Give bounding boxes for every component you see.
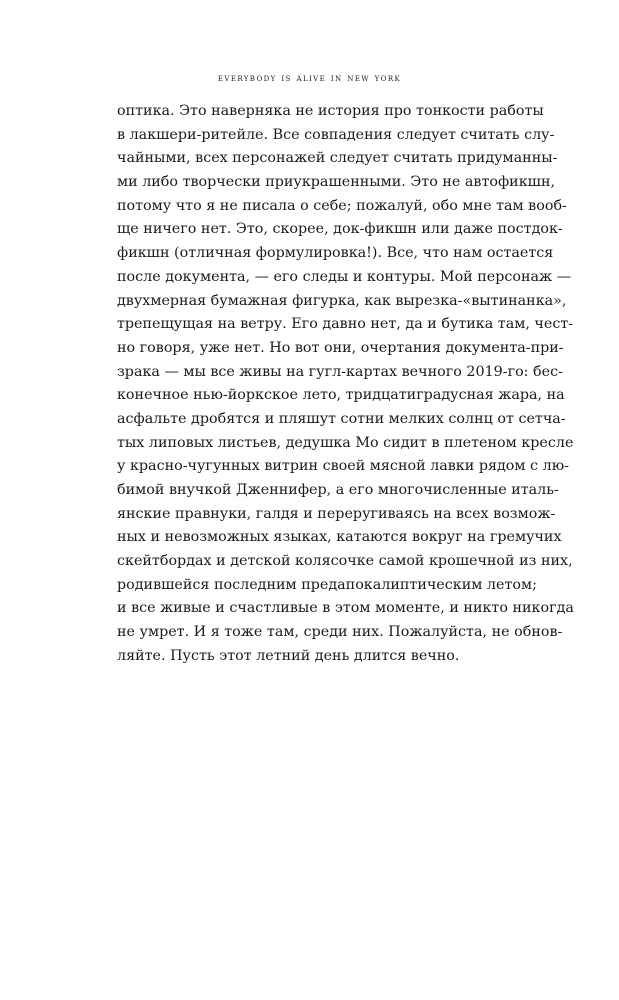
text-line: тых липовых листьев, дедушка Мо сидит в плетеном кресле (117, 434, 574, 451)
text-line: у красно-чугунных витрин своей мясной лавки рядом с лю- (117, 458, 569, 475)
text-line: двухмерная бумажная фигурка, как вырезка-«вытинанка», (117, 292, 567, 309)
running-head: everybody is alive in new york (217, 72, 402, 84)
text-line: родившейся последним предапокалиптическим летом; (117, 576, 537, 593)
text-line: потому что я не писала о себе; пожалуй, обо мне там вооб- (117, 197, 567, 214)
text-line: не умрет. И я тоже там, среди них. Пожалуйста, не обнов- (117, 624, 563, 641)
text-line: чайными, всех персонажей следует считать придуманны- (117, 150, 558, 167)
text-line: и все живые и счастливые в этом моменте, и никто никогда (117, 600, 574, 617)
text-line-last: ляйте. Пусть этот летний день длится вечно. (117, 647, 460, 664)
text-line: конечное нью-йоркское лето, тридцатиградусная жара, на (117, 387, 565, 404)
text-line: янские правнуки, галдя и переругиваясь на всех возмож- (117, 505, 556, 522)
text-line: фикшн (отличная формулировка!). Все, что нам остается (117, 245, 554, 262)
text-line: но говоря, уже нет. Но вот они, очертания документа-при- (117, 339, 564, 356)
text-line: скейтбордах и детской колясочке самой крошечной из них, (117, 553, 573, 570)
text-line: после документа, — его следы и контуры. Мой персонаж — (117, 268, 572, 285)
body-text (117, 100, 574, 669)
text-line: асфальте дробятся и пляшут сотни мелких солнц от сетча- (117, 410, 566, 427)
text-line: бимой внучкой Дженнифер, а его многочисленные италь- (117, 482, 559, 498)
text-line: в лакшери-ритейле. Все совпадения следует считать слу- (117, 126, 555, 143)
text-line: ще ничего нет. Это, скорее, док-фикшн или даже постдок- (117, 221, 563, 238)
text-line: ных и невозможных языках, катаются вокруг на гремучих (117, 529, 562, 546)
text-line: зрака — мы все живы на гугл-картах вечного 2019-го: бес- (117, 363, 563, 380)
text-line: ми либо творчески приукрашенными. Это не автофикшн, (117, 174, 556, 191)
text-line: трепещущая на ветру. Его давно нет, да и бутика там, чест- (117, 316, 574, 333)
text-line: оптика. Это наверняка не история про тонкости работы (117, 103, 544, 119)
